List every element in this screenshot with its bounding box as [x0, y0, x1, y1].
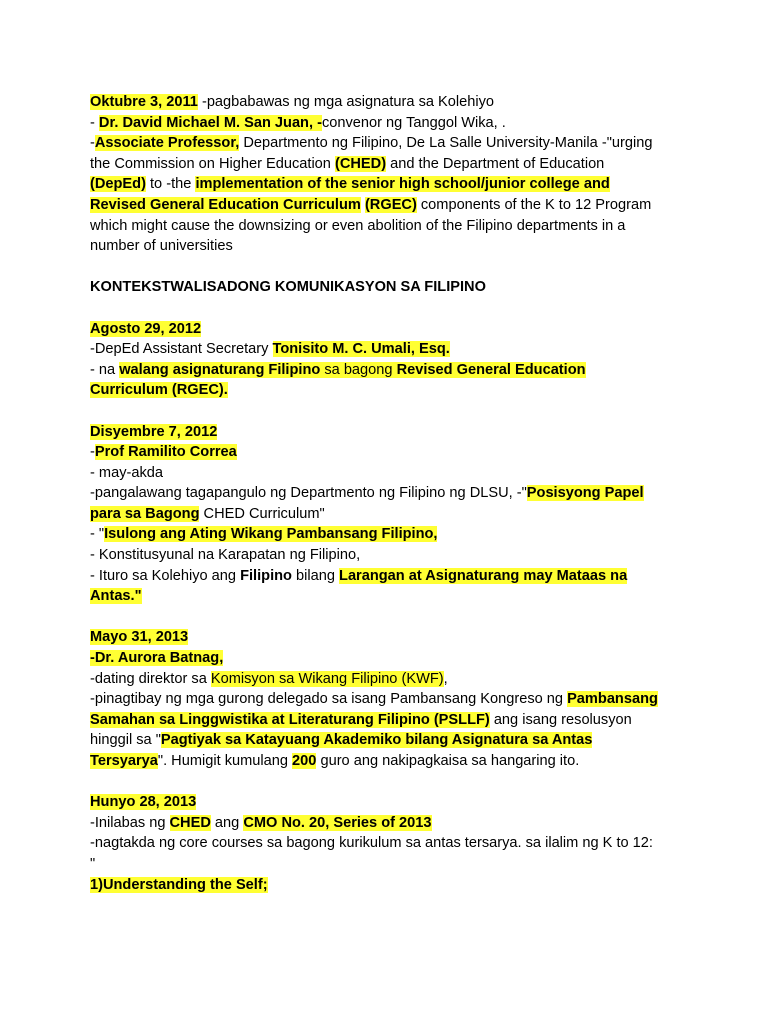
highlighted-text: Prof Ramilito Correa	[94, 444, 237, 461]
text-line	[90, 319, 690, 340]
text-line	[90, 730, 690, 751]
text-line	[90, 277, 690, 298]
text-line	[90, 422, 690, 443]
text-line	[90, 442, 690, 463]
text-segment: bilang	[291, 567, 340, 584]
text-segment: -pinagtibay ng mga gurong delegado sa isang Pambansang Kongreso ng	[90, 691, 568, 708]
highlighted-text: Oktubre 3, 2011	[90, 94, 198, 110]
highlighted-text: Curriculum (RGEC).	[90, 382, 228, 399]
text-segment: convenor ng Tanggol Wika, .	[321, 114, 506, 131]
text-line	[90, 174, 690, 195]
text-segment: -nagtakda ng core courses sa bagong kurikulum sa antas tersarya. sa ilalim ng K to 12:	[90, 835, 653, 852]
highlighted-text: Disyembre 7, 2012	[90, 423, 218, 440]
text-line	[90, 627, 690, 648]
text-segment: - "	[90, 526, 105, 543]
text-segment: "	[90, 855, 96, 872]
text-line	[90, 524, 690, 545]
text-line	[90, 833, 690, 854]
text-line	[90, 545, 690, 566]
highlighted-text: CMO No. 20, Series of 2013	[243, 814, 432, 831]
text-line	[90, 463, 690, 484]
highlighted-text: Agosto 29, 2012	[90, 320, 202, 337]
text-segment: -pangalawang tagapangulo ng Departmento ng Filipino ng DLSU, -"	[90, 485, 527, 502]
highlighted-text: Komisyon sa Wikang Filipino (KWF)	[210, 670, 444, 687]
highlighted-text: walang asignaturang Filipino	[119, 361, 321, 378]
highlighted-text: (RGEC)	[364, 196, 417, 213]
text-line	[90, 648, 690, 669]
text-segment: ". Humigit kumulang	[157, 753, 293, 769]
text-segment: components of the K to 12 Program	[416, 196, 652, 213]
blank-line	[90, 401, 690, 422]
text-segment: -	[90, 444, 95, 461]
text-segment: - Konstitusyunal na Karapatan ng Filipino,	[90, 547, 361, 564]
document-body	[90, 92, 690, 895]
text-segment: -Inilabas ng	[90, 814, 170, 831]
text-segment: guro ang nakipagkaisa sa hangaring ito.	[316, 753, 580, 769]
blank-line	[90, 772, 690, 793]
text-line	[90, 586, 690, 607]
highlighted-text: Pambansang	[567, 691, 658, 708]
highlighted-text: sa bagong	[320, 361, 397, 378]
text-line	[90, 689, 690, 710]
text-line	[90, 504, 690, 525]
highlighted-text: para sa Bagong	[90, 505, 200, 522]
bold-text: KONTEKSTWALISADONG KOMUNIKASYON SA FILIPINO	[90, 279, 486, 296]
highlighted-text: implementation of the senior high school/junior college and	[195, 176, 610, 193]
text-segment: ang isang resolusyon	[489, 711, 632, 728]
highlighted-text: CHED	[169, 814, 211, 831]
blank-line	[90, 607, 690, 628]
text-line	[90, 875, 690, 896]
highlighted-text: (CHED)	[334, 155, 387, 172]
bold-text: Filipino	[240, 567, 292, 584]
text-segment: hinggil sa "	[90, 732, 161, 749]
text-segment: to -the	[145, 176, 196, 193]
text-segment: - Ituro sa Kolehiyo ang	[90, 567, 241, 584]
text-segment: - na	[90, 361, 120, 378]
highlighted-text: Posisyong Papel	[526, 485, 644, 502]
text-segment: -	[90, 135, 95, 152]
text-segment: Departmento ng Filipino, De La Salle University-Manila -"urging	[239, 135, 653, 152]
highlighted-text: Revised General Education Curriculum	[90, 196, 361, 213]
highlighted-text: Hunyo 28, 2013	[90, 794, 197, 811]
text-line	[90, 710, 690, 731]
highlighted-text: Tersyarya	[90, 753, 158, 769]
text-segment: and the Department of Education	[386, 155, 605, 172]
text-segment: -pagbabawas ng mga asignatura sa Kolehiyo	[197, 94, 495, 110]
text-line	[90, 339, 690, 360]
text-segment: which might cause the downsizing or even abolition of the Filipino departments in a	[90, 217, 626, 234]
blank-line	[90, 298, 690, 319]
highlighted-text: -Dr. Aurora Batnag,	[90, 650, 224, 667]
blank-line	[90, 257, 690, 278]
text-line	[90, 380, 690, 401]
highlighted-text: Dr. David Michael M. San Juan, -	[98, 114, 322, 131]
text-segment: -dating direktor sa	[90, 670, 211, 687]
text-line	[90, 566, 690, 587]
highlighted-text: Tonisito M. C. Umali, Esq.	[272, 341, 450, 358]
text-line	[90, 813, 690, 834]
text-line	[90, 113, 690, 134]
text-line	[90, 216, 690, 237]
text-line	[90, 195, 690, 216]
highlighted-text: 200	[292, 753, 317, 769]
text-segment: ang	[210, 814, 244, 831]
highlighted-text: Mayo 31, 2013	[90, 629, 189, 646]
text-line	[90, 236, 690, 257]
text-line	[90, 92, 690, 113]
text-line	[90, 792, 690, 813]
highlighted-text: (DepEd)	[90, 176, 146, 193]
text-segment: CHED Curriculum"	[199, 505, 325, 522]
highlighted-text: Antas."	[90, 588, 142, 605]
text-segment: the Commission on Higher Education	[90, 155, 335, 172]
highlighted-text: Larangan at Asignaturang may Mataas na	[339, 567, 628, 584]
highlighted-text: Isulong ang Ating Wikang Pambansang Filipino,	[104, 526, 438, 543]
text-segment: - may-akda	[90, 464, 163, 481]
text-segment: number of universities	[90, 238, 233, 255]
text-line	[90, 669, 690, 690]
highlighted-text: Revised General Education	[396, 361, 586, 378]
highlighted-text: Associate Professor,	[94, 135, 240, 152]
text-segment: -	[90, 114, 99, 131]
text-segment: ,	[443, 670, 448, 687]
text-line	[90, 854, 690, 875]
text-line	[90, 751, 690, 772]
highlighted-text: 1)Understanding the Self;	[90, 876, 268, 893]
text-line	[90, 360, 690, 381]
highlighted-text: Pagtiyak sa Katayuang Akademiko bilang Asignatura sa Antas	[160, 732, 593, 749]
text-line	[90, 483, 690, 504]
highlighted-text: Samahan sa Linggwistika at Literaturang Filipino (PSLLF)	[90, 711, 490, 728]
text-line	[90, 133, 690, 154]
text-segment: -DepEd Assistant Secretary	[90, 341, 273, 358]
text-line	[90, 154, 690, 175]
